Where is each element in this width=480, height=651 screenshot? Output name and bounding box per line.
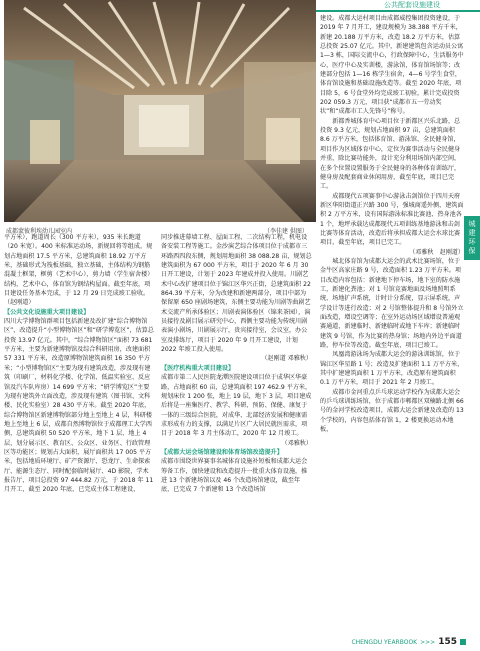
section-heading: 【医疗机构重大项目建设】 [161,364,235,372]
paragraph: 建设。成都大运村项目由成都威控集团投资建设，于 2019 年 7 月开工，建设规模为 38.388 平方千米，新建 20.188 万平方米，改造 18.2 万平方米，估算总投资 25.07 亿元。其中，新建建筑包含运动员公寓 1—3 栋，国际交流中心，行政保障中心，生活服务中心，医疗中心及实训楼，游泳馆，体育馆场馆等；改建部分包括 1—16 栋学生宿舍，4—6 号学生食堂，体育馆设施和基础设施改造等。截至 2020 年底，项目除 5，6 号食堂外均完成竣工初验，累计完成投资 202 059.3 万元，项目获“成都市五一劳动奖状”和“成都市工人先锋号”称号。 [320,15,464,116]
section-side-tab [464,216,480,260]
side-tab-char: 环 [468,238,476,246]
paragraph: 成都现代五项赛事中心游泳击剑馆位于四川天府新区华阳街道正兴路 300 号，强城商遥外侧，建筑面积 2 万平方米，设有国际游泳标准比赛池、热身池各 1 个，地坪承载达成都现代五项训练基地游泳和击剑比赛等体育活动，改造后将承担成都大运会水球比赛项目，截至年底，项目已完工。 [320,192,464,247]
page-number: 155 [438,637,457,647]
side-tab-char: 城 [468,220,476,228]
column-2 [161,233,312,495]
footer-arrows: >>> [420,638,436,646]
byline: （邓雅秋） [281,439,312,447]
paragraph: 同步推进幕墙工程、屋面工程、二次结构工程，机电设备安装工程等施工。金沙演艺综合体项目位于成都市三环路西四段东侧，规划用地面积 38 088.28 亩，规划总建筑面积为 67 000 平方米，项目于 2020 年 6 月 30 日开工建设，计划于 2023 年建成并投入使用。川剧艺术中心改扩建项目位于锦江区华兴正街，总建筑面积 22 864.39 平方米，分为改建和新建两部分，项目中部为保留原 650 座剧场建筑，东侧主要功能为川剧等曲剧艺术交流产所承体验区；川剧表演体验区（锦来茶园），演员接待及剧目展示研究中心，西侧主要功能为传统川剧表演小剧场，川剧展示厅，贵宾接待室，会议室，办公室及排练厅，项目于 2020 年 9 月开工建设，计划 2022 年竣工投入使用。 [161,234,312,354]
yearbook-label: CHENGDU YEARBOOK [351,638,418,646]
paragraph: 凤凰湾游泳场为成都大运会的游泳训练馆，位于锦江区华星路 1 号；改造及扩建面积 1.1 万平方米，其中扩建建筑面积 1 万平方米，改造原有建筑面积 0.1 万平方米，项目于 2021 年 2 月竣工。 [320,351,464,387]
byline: （赵刚道 邓雅秋） [261,355,312,363]
column-1 [4,233,154,495]
side-tab-char: 保 [468,247,476,255]
photo-caption: 成都蒙彼利埃幼儿园室内 [6,228,73,235]
paragraph: 成都市围绕世界赛事名城体育设施补短板和成都大运会筹备工作，加快建设和改造提升一批重大体育设施，推进 13 个新建场馆以及 46 个改造场馆建设，截至年底，已完成 7 个新建和 13 个改造场馆 [161,458,308,494]
page-footer [351,637,466,647]
photo-credit: （李佳建 供图） [264,228,308,235]
photo-illustration [4,0,316,222]
footer-square-icon [460,639,466,645]
paragraph: 城北体育馆为成都大运会的武术比赛场馆，位于金牛区高家庄路 9 号，改造面积 1.23 万平方米。项目改造内容包括：新建地下停车场，地下室的防水施工，新建化粪池；对 1 号馆竞赛地面及场地照明系统、场地扩声系统，计时计分系统，显示屏系统，声学设计等进行改造；对 2 号馆整体提升和 8 号馆外立面改造，增设空调等；在室外运动场区域增设普通观赛通道，新建临时、新建临时或地下车库；新建临时建筑 9 号馆，作为比赛的热身馆；场地内外边平面道路，停车位等改造。截至年底，项目已竣工。 [320,257,464,350]
paragraph: 成都市第二人民医院龙潭医院建设项目位于成华区华豪路，占地面积 60 亩，总建筑面积 197 462.9 平方米，规划床位 1 200 张，地上 19 层，地下 3 层，项目建成后将是一座集医疗、教学、科研、预防、保健、康复于一体的三级综合医院，对成华、北部经济发展和健康需求形成有力的支撑，以满足片区广大居民就医需求，项目于 2018 年 3 月主体动工，2020 年 12 月竣工。 [161,374,312,438]
side-tab-char: 建 [468,229,476,237]
paragraph: 四川大学博物馆群项目包括新建及改扩建“综合博物馆区”，改造提升“小型博物馆区”和“研学博览区”，估算总投资 13.97 亿元。其中，“综合博物馆区”面积 73 681 平方米，主要为新建博物馆及综合科研用房，改建面积 57 331 平方米，改造原博物馆建筑面积 16 350 平方米；“小型博物馆区”主要为现有建筑改造，涉及现有建筑（印刷厂，材料化学楼、化学馆、低温实验室、反应馆及汽车队库房）14 699 平方米；“研学博览区”主要为现有建筑外立面改造，涉及现有建筑（图书馆、文科楼、民化实验室）28 430 平方米。截至 2020 年底，综合博物馆区新建博物馆部分地上至地上 4 层，科研楼地上至地上 6 层，成都自然博物馆位于成都理工大学西侧，总建筑面积 50 520 平方米，地下 1 层、地上 4 层，划分展示区、教育区、公众区、业务区、行政管理区等功能区；规划占大面积，展厅面积共 17 005 平方米，包括地质环境厅、矿产资源厅、恐龙厅、生命探索厅、能源生态厅、同时配套临时展厅、4D 影院，学术报告厅，项目总投资 97 444.82 万元，于 2018 年 11 月开工，截至 2020 年底，已完成主体工程建设， [4,318,154,494]
section-heading: 【成都大运会场馆建设和体育场馆改造提升】 [161,448,283,456]
paragraph: 平方米），跑道周长（300 平方米），935 米长跑道（20 米宽）。400 米标准运动场，新规回将等组成，规划占地面积 17.5 平方米，总建筑面积 18.92 万平方米，基础形式为筏板基础，独立基础，主体结构为钢筋混凝土框架，框剪（艺术中心），剪力墙（学生宿舍楼）结构，艺术中心，体育馆为钢结构屋面。截至年底，项目建设任务基本完成，于 12 月 29 日完成竣工验收。（赵刚道） [4,234,154,307]
section-heading: 【公共文化设施重大项目建设】 [4,308,90,316]
kindergarten-interior-photo [4,0,316,222]
paragraph: 成都市金河重点乒乓球运动学校作为成都大运会的乒乓球训练场馆，位于成都市郫都区双楠路北侧 66 号的金河学校改造项目，成都大运会新建及改造的 13 个学校的，内容包括体育馆 1，2 楼更换运动木地板， [320,388,464,434]
paragraph: 新都香城体育中心项目位于新都区兴乐北路，总投资 9.3 亿元，规划占地面积 97 亩，总建筑面积 8.6 万平方米，包括体育馆、游泳馆、全民健身馆，项目作为区域体育中心，定位为赛事活动与全民健身并重，除比赛功能外，设计充分利用场馆内部空间，在多个位置设置服务于全民健身的各种体育训练厅，健身房及配套商业休闲用房，截至年底，项目已完工。 [320,117,461,191]
byline: （邓雅秋 赵刚道） [409,248,464,256]
running-title: 公共配套设施建设 [384,1,440,9]
column-3 [320,14,464,434]
